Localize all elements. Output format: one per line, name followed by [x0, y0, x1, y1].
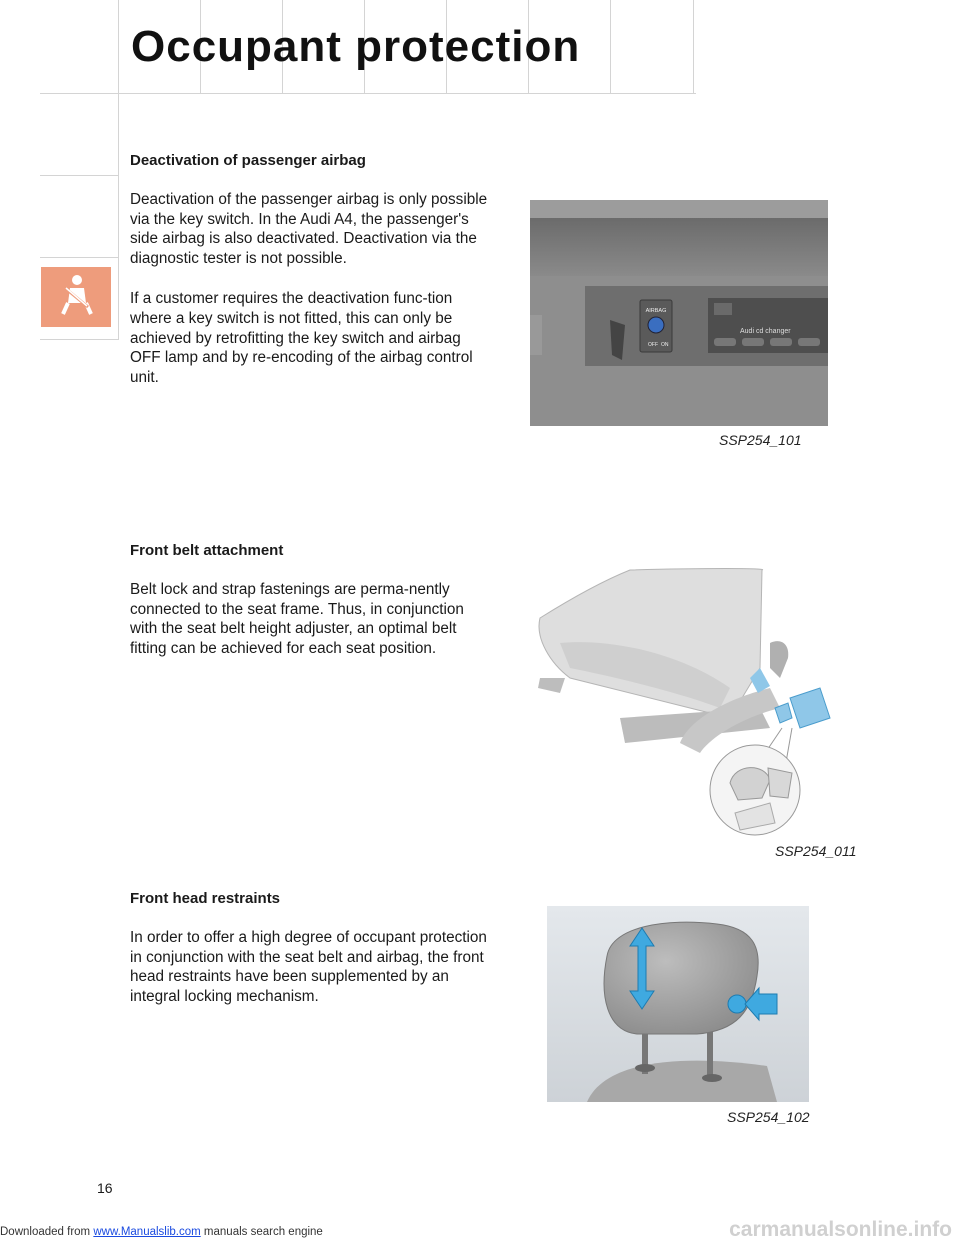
figure-seat-belt-attachment	[530, 568, 860, 843]
footer-prefix: Downloaded from	[0, 1226, 91, 1238]
airbag-label: AIRBAG	[645, 308, 667, 314]
seatbelt-icon	[41, 267, 111, 327]
figure-caption: SSP254_102	[727, 1109, 810, 1125]
section-heading: Front belt attachment	[130, 542, 284, 559]
section-paragraph: Belt lock and strap fastenings are perma-nently connected to the seat frame. Thus, in conjunction with the seat belt height adjuster, an optimal belt fitting can be achieved for each seat position.	[130, 581, 464, 657]
seatbelt-icon-box	[41, 267, 111, 327]
page-number: 16	[97, 1180, 113, 1196]
manualslib-link[interactable]: www.Manualslib.com	[93, 1226, 201, 1238]
section-heading: Deactivation of passenger airbag	[130, 152, 366, 169]
figure-caption: SSP254_011	[775, 843, 857, 859]
page-title: Occupant protection	[131, 22, 581, 71]
off-label: OFF	[648, 342, 658, 348]
section-front-belt-attachment	[130, 542, 490, 679]
section-heading: Front head restraints	[130, 890, 281, 907]
figure-caption: SSP254_101	[719, 432, 802, 448]
watermark: carmanualsonline.info	[729, 1218, 952, 1241]
section-paragraph: Deactivation of the passenger airbag is only possible via the key switch. In the Audi A4, the passenger's side airbag is also deactivated. Deactivation via the diagnostic tester is not possible.	[130, 191, 488, 267]
section-paragraph: If a customer requires the deactivation func-tion where a key switch is not fitted, this can only be achieved by retrofitting the key switch and airbag OFF lamp and by re-encoding of the airbag control unit.	[130, 290, 473, 386]
section-airbag-deactivation	[130, 152, 490, 408]
footer	[0, 1226, 323, 1238]
figure-head-restraint	[547, 906, 809, 1107]
figure-dashboard-key-switch	[530, 200, 828, 431]
section-front-head-restraints	[130, 890, 490, 1027]
on-label: ON	[661, 342, 669, 348]
footer-suffix: manuals search engine	[203, 1226, 323, 1238]
cd-changer-label: Audi cd changer	[740, 328, 791, 335]
section-paragraph: In order to offer a high degree of occupant protection in conjunction with the seat belt and airbag, the front head restraints have been supplemented by an integral locking mechanism.	[130, 929, 487, 1005]
